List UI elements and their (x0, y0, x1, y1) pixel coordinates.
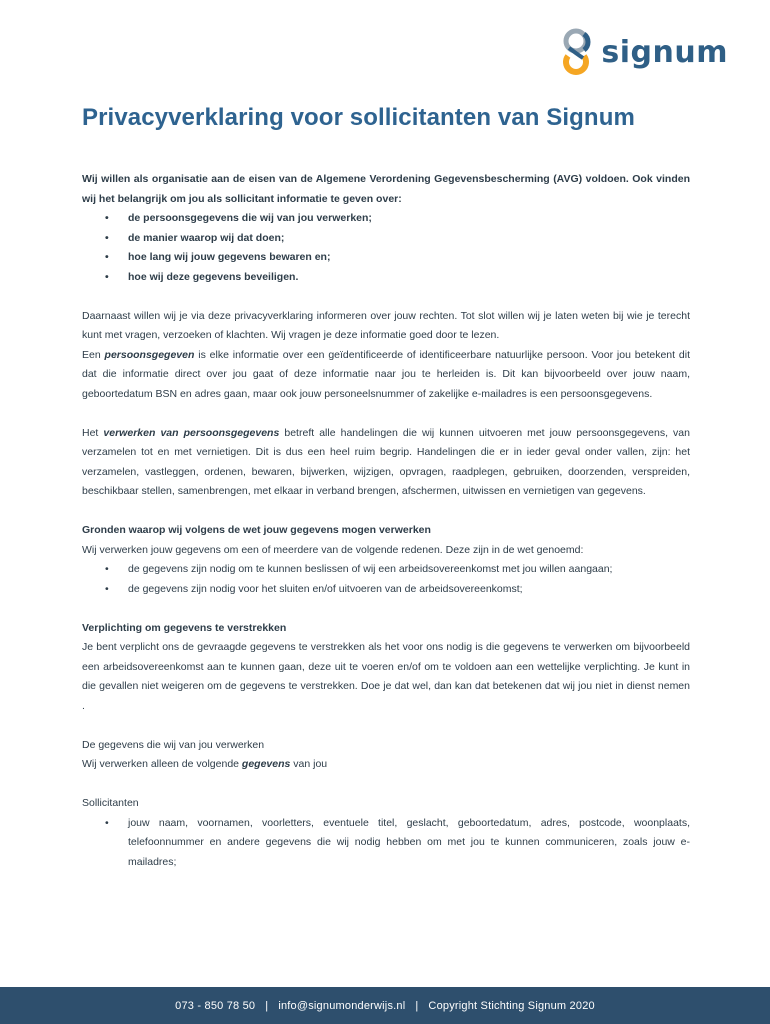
intro-list (82, 209, 690, 287)
grounds-text: Wij verwerken jouw gegevens om een of meerdere van de volgende redenen. Deze zijn in de wet genoemd: (82, 543, 584, 556)
processing-term: verwerken van persoonsgegevens (103, 426, 280, 439)
grounds-list-item: • de gegevens zijn nodig voor het sluiten en/of uitvoeren van de arbeidsovereenkomst; (82, 580, 690, 600)
intro-list-item: • hoe wij deze gegevens beveiligen. (82, 268, 690, 288)
footer-separator: | (265, 999, 269, 1012)
signum-logo (559, 26, 728, 78)
applicants-list-item: • jouw naam, voornamen, voorletters, eventuele titel, geslacht, geboortedatum, adres, postcode, woonplaats, telefoonnummer en andere gegevens die wij nodig hebben om met jou te kunnen communiceren, zoals jouw e-mailadres; (82, 814, 690, 873)
intro-list-item: • de persoonsgegevens die wij van jou verwerken; (82, 209, 690, 229)
page-title: Privacyverklaring voor sollicitanten van Signum (82, 104, 635, 131)
footer-separator: | (415, 999, 419, 1012)
footer-phone: 073 - 850 78 50 (175, 999, 256, 1012)
intro-list-item: • hoe lang wij jouw gegevens bewaren en; (82, 248, 690, 268)
grounds-list (82, 560, 690, 599)
grounds-list-item: • de gegevens zijn nodig om te kunnen beslissen of wij een arbeidsovereenkomst met jou willen aangaan; (82, 560, 690, 580)
signum-logo-text: signum (601, 34, 728, 70)
intro-list-item: • de manier waarop wij dat doen; (82, 229, 690, 249)
footer-email[interactable]: info@signumonderwijs.nl (278, 999, 406, 1012)
data-section-text: Wij verwerken alleen de volgende gegevens van jou (82, 758, 328, 770)
data-term: gegevens (241, 758, 291, 770)
footer-copyright: Copyright Stichting Signum 2020 (428, 999, 595, 1012)
rights-paragraph: Daarnaast willen wij je via deze privacyverklaring informeren over jouw rechten. Tot slot willen wij je laten weten bij wie je terecht kunt met vragen, verzoeken of klachten. Wij vragen je deze informatie goed door te lezen. (82, 309, 690, 341)
personal-data-definition: Een persoonsgegeven is elke informatie over een geïdentificeerde of identificeerbare natuurlijke persoon. Voor jou betekent dit dat die informatie direct over jou gaat of deze informatie naar jou te herleiden is. Dit kan bijvoorbeeld over jouw naam, geboortedatum BSN en adres gaan, maar ook jouw personeelsnummer of zakelijke e-mailadres is een persoonsgegevens. (82, 348, 690, 400)
applicants-list (82, 814, 690, 873)
signum-logo-mark-icon (559, 26, 597, 78)
data-section-heading: De gegevens die wij van jou verwerken (82, 738, 265, 751)
grounds-heading: Gronden waarop wij volgens de wet jouw gegevens mogen verwerken (82, 524, 431, 536)
document-body (82, 170, 690, 872)
personal-data-term: persoonsgegeven (104, 348, 195, 361)
obligation-heading: Verplichting om gegevens te verstrekken (82, 621, 287, 634)
processing-paragraph: Het verwerken van persoonsgegevens betreft alle handelingen die wij kunnen uitvoeren met jouw persoonsgegevens, van verzamelen tot en met vernietigen. Dit is dus een heel ruim begrip. Handelingen die er in ieder geval onder vallen, zijn: het verzamelen, vastleggen, ordenen, bewaren, bijwerken, wijzigen, opvragen, raadplegen, gebruiken, doorzenden, verspreiden, beschikbaar stellen, samenbrengen, met elkaar in verband brengen, afschermen, uitwissen en vernietigen van gegevens. (82, 426, 690, 497)
obligation-text: Je bent verplicht ons de gevraagde gegevens te verstrekken als het voor ons nodig is die gegevens te verwerken om bijvoorbeeld een arbeidsovereenkomst aan te kunnen gaan, deze uit te voeren en/of om te voldoen aan een wettelijke verplichting. Je kunt in die gevallen niet weigeren om de gegevens te verstrekken. Doe je dat wel, dan kan dat betekenen dat wij jou niet in dienst nemen . (82, 641, 690, 712)
applicants-heading: Sollicitanten (82, 797, 139, 809)
footer (0, 987, 770, 1024)
intro-text: Wij willen als organisatie aan de eisen van de Algemene Verordening Gegevensbescherming (AVG) voldoen. Ook vinden wij het belangrijk om jou als sollicitant informatie te geven over: (82, 173, 690, 205)
